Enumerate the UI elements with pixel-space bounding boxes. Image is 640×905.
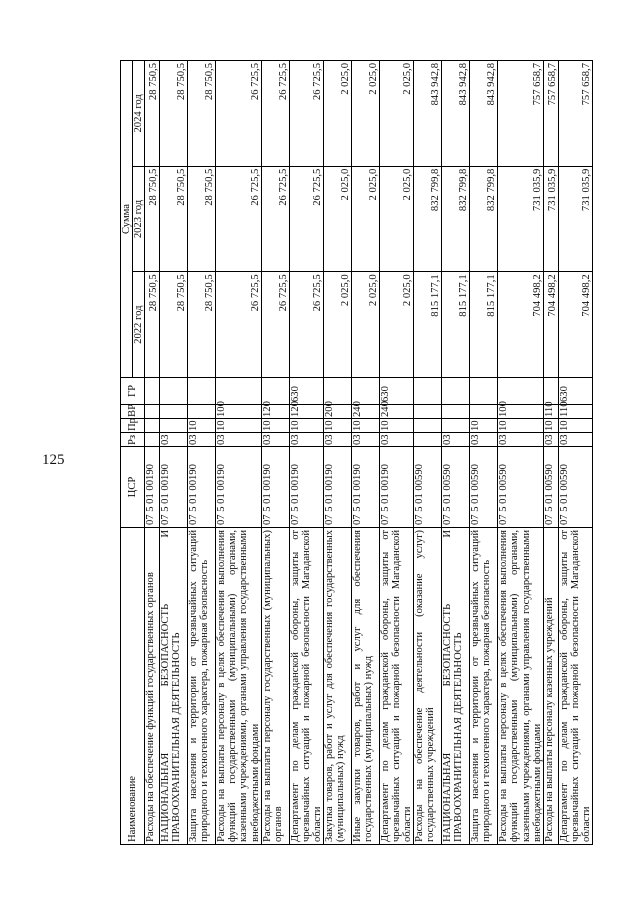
row-name: Защита населения и территории от чрезвычайных ситуаций природного и техногенного характера, пожарная безопасность bbox=[470, 528, 498, 845]
row-vr: 100 bbox=[216, 405, 261, 419]
header-gr: ГР bbox=[121, 378, 145, 405]
row-csr: 07 5 01 00590 bbox=[498, 447, 543, 528]
row-sum-2024: 2 025,0 bbox=[379, 61, 413, 167]
row-csr: 07 5 01 00590 bbox=[414, 447, 442, 528]
header-2022: 2022 год bbox=[133, 272, 145, 378]
row-csr: 07 5 01 00190 bbox=[289, 447, 323, 528]
row-name: Расходы на обеспечение функций государственных органов bbox=[145, 528, 160, 845]
row-sum-2024: 26 725,5 bbox=[261, 61, 289, 167]
rotated-table-container bbox=[120, 60, 590, 845]
row-pr bbox=[414, 419, 442, 433]
table-row bbox=[442, 61, 470, 845]
row-vr: 120 bbox=[289, 405, 323, 419]
row-rz: 03 bbox=[261, 433, 289, 447]
row-csr: 07 5 01 00190 bbox=[160, 447, 188, 528]
row-vr bbox=[442, 405, 470, 419]
row-csr: 07 5 01 00590 bbox=[543, 447, 558, 528]
row-pr: 10 bbox=[289, 419, 323, 433]
row-name: Департамент по делам гражданской обороны, защиты от чрезвычайных ситуаций и пожарной безопасности Магаданской области bbox=[289, 528, 323, 845]
row-sum-2022: 2 025,0 bbox=[379, 272, 413, 378]
table-row bbox=[351, 61, 379, 845]
row-sum-2023: 731 035,9 bbox=[558, 166, 592, 272]
table-row bbox=[379, 61, 413, 845]
row-sum-2024: 843 942,8 bbox=[442, 61, 470, 167]
row-gr: 630 bbox=[379, 378, 413, 405]
row-sum-2024: 28 750,5 bbox=[188, 61, 216, 167]
row-csr: 07 5 01 00190 bbox=[323, 447, 351, 528]
table-row bbox=[543, 61, 558, 845]
table-row bbox=[498, 61, 543, 845]
row-sum-2023: 2 025,0 bbox=[379, 166, 413, 272]
row-name: Расходы на обеспечение деятельности (оказание услуг) государственных учреждений bbox=[414, 528, 442, 845]
row-gr: 630 bbox=[558, 378, 592, 405]
row-rz: 03 bbox=[216, 433, 261, 447]
row-rz: 03 bbox=[470, 433, 498, 447]
budget-table bbox=[120, 60, 593, 845]
row-sum-2024: 26 725,5 bbox=[289, 61, 323, 167]
row-sum-2022: 704 498,2 bbox=[558, 272, 592, 378]
row-sum-2023: 26 725,5 bbox=[216, 166, 261, 272]
row-sum-2023: 731 035,9 bbox=[543, 166, 558, 272]
row-pr: 10 bbox=[470, 419, 498, 433]
row-vr: 200 bbox=[323, 405, 351, 419]
row-name: Расходы на выплаты персоналу в целях обеспечения выполнения функций государственными (муниципальными) органами, казенными учреждениями, органами управления государственными внебюджетными фондами bbox=[498, 528, 543, 845]
table-row bbox=[261, 61, 289, 845]
row-vr: 100 bbox=[498, 405, 543, 419]
row-sum-2022: 28 750,5 bbox=[160, 272, 188, 378]
table-row bbox=[323, 61, 351, 845]
row-gr bbox=[442, 378, 470, 405]
row-rz: 03 bbox=[442, 433, 470, 447]
row-vr bbox=[160, 405, 188, 419]
row-sum-2022: 26 725,5 bbox=[289, 272, 323, 378]
row-sum-2023: 2 025,0 bbox=[323, 166, 351, 272]
row-rz: 03 bbox=[379, 433, 413, 447]
row-vr: 110 bbox=[543, 405, 558, 419]
table-row bbox=[216, 61, 261, 845]
row-sum-2023: 26 725,5 bbox=[289, 166, 323, 272]
row-sum-2022: 28 750,5 bbox=[145, 272, 160, 378]
row-sum-2022: 28 750,5 bbox=[188, 272, 216, 378]
row-csr: 07 5 01 00590 bbox=[470, 447, 498, 528]
row-name: НАЦИОНАЛЬНАЯ БЕЗОПАСНОСТЬ И ПРАВООХРАНИТЕЛЬНАЯ ДЕЯТЕЛЬНОСТЬ bbox=[160, 528, 188, 845]
row-vr bbox=[414, 405, 442, 419]
row-sum-2022: 815 177,1 bbox=[414, 272, 442, 378]
header-rz: Рз bbox=[121, 433, 145, 447]
row-gr bbox=[543, 378, 558, 405]
row-vr bbox=[470, 405, 498, 419]
table-row bbox=[145, 61, 160, 845]
row-vr bbox=[188, 405, 216, 419]
row-sum-2024: 26 725,5 bbox=[216, 61, 261, 167]
row-sum-2022: 704 498,2 bbox=[498, 272, 543, 378]
row-vr: 240 bbox=[351, 405, 379, 419]
row-rz: 03 bbox=[558, 433, 592, 447]
row-pr bbox=[160, 419, 188, 433]
row-csr: 07 5 01 00190 bbox=[351, 447, 379, 528]
row-vr: 110 bbox=[558, 405, 592, 419]
row-sum-2022: 26 725,5 bbox=[261, 272, 289, 378]
header-name: Наименование bbox=[121, 528, 145, 845]
row-name: Иные закупки товаров, работ и услуг для обеспечения государственных (муниципальных) нужд bbox=[351, 528, 379, 845]
header-2023: 2023 год bbox=[133, 166, 145, 272]
header-pr: Пр bbox=[121, 419, 145, 433]
row-rz: 03 bbox=[543, 433, 558, 447]
row-pr: 10 bbox=[379, 419, 413, 433]
row-name: Расходы на выплаты персоналу государственных (муниципальных) органов bbox=[261, 528, 289, 845]
row-rz: 03 bbox=[188, 433, 216, 447]
row-name: Закупка товаров, работ и услуг для обеспечения государственных (муниципальных) нужд bbox=[323, 528, 351, 845]
row-sum-2022: 2 025,0 bbox=[351, 272, 379, 378]
row-pr: 10 bbox=[261, 419, 289, 433]
row-sum-2023: 731 035,9 bbox=[498, 166, 543, 272]
row-gr bbox=[414, 378, 442, 405]
table-row bbox=[289, 61, 323, 845]
row-gr bbox=[160, 378, 188, 405]
row-pr: 10 bbox=[558, 419, 592, 433]
row-sum-2022: 815 177,1 bbox=[470, 272, 498, 378]
row-sum-2024: 843 942,8 bbox=[414, 61, 442, 167]
row-rz: 03 bbox=[351, 433, 379, 447]
row-rz bbox=[145, 433, 160, 447]
row-pr bbox=[145, 419, 160, 433]
row-vr: 120 bbox=[261, 405, 289, 419]
row-sum-2022: 26 725,5 bbox=[216, 272, 261, 378]
row-sum-2024: 28 750,5 bbox=[145, 61, 160, 167]
row-gr bbox=[470, 378, 498, 405]
table-row bbox=[470, 61, 498, 845]
row-pr: 10 bbox=[188, 419, 216, 433]
row-sum-2023: 832 799,8 bbox=[442, 166, 470, 272]
row-sum-2024: 2 025,0 bbox=[323, 61, 351, 167]
row-csr: 07 5 01 00190 bbox=[188, 447, 216, 528]
row-sum-2022: 704 498,2 bbox=[543, 272, 558, 378]
row-csr: 07 5 01 00590 bbox=[558, 447, 592, 528]
row-csr: 07 5 01 00190 bbox=[261, 447, 289, 528]
header-vr: ВР bbox=[121, 405, 145, 419]
row-pr: 10 bbox=[498, 419, 543, 433]
row-csr: 07 5 01 00590 bbox=[442, 447, 470, 528]
row-sum-2024: 757 658,7 bbox=[558, 61, 592, 167]
row-name: Защита населения и территории от чрезвычайных ситуаций природного и техногенного характера, пожарная безопасность bbox=[188, 528, 216, 845]
row-pr: 10 bbox=[323, 419, 351, 433]
row-sum-2024: 843 942,8 bbox=[470, 61, 498, 167]
row-name: Расходы на выплаты персоналу в целях обеспечения выполнения функций государственными (муниципальными) органами, казенными учреждениями, органами управления государственными внебюджетными фондами bbox=[216, 528, 261, 845]
row-name: НАЦИОНАЛЬНАЯ БЕЗОПАСНОСТЬ И ПРАВООХРАНИТЕЛЬНАЯ ДЕЯТЕЛЬНОСТЬ bbox=[442, 528, 470, 845]
row-pr: 10 bbox=[351, 419, 379, 433]
row-rz: 03 bbox=[289, 433, 323, 447]
row-sum-2024: 2 025,0 bbox=[351, 61, 379, 167]
table-row bbox=[160, 61, 188, 845]
row-csr: 07 5 01 00190 bbox=[379, 447, 413, 528]
row-rz: 03 bbox=[160, 433, 188, 447]
table-row bbox=[188, 61, 216, 845]
row-sum-2023: 28 750,5 bbox=[188, 166, 216, 272]
page-number: 125 bbox=[42, 452, 65, 468]
row-vr: 240 bbox=[379, 405, 413, 419]
row-rz bbox=[414, 433, 442, 447]
row-sum-2023: 26 725,5 bbox=[261, 166, 289, 272]
table-row bbox=[558, 61, 592, 845]
row-vr bbox=[145, 405, 160, 419]
row-csr: 07 5 01 00190 bbox=[216, 447, 261, 528]
row-sum-2023: 832 799,8 bbox=[414, 166, 442, 272]
row-name: Расходы на выплаты персоналу казенных учреждений bbox=[543, 528, 558, 845]
row-sum-2023: 2 025,0 bbox=[351, 166, 379, 272]
row-sum-2023: 28 750,5 bbox=[145, 166, 160, 272]
row-sum-2023: 832 799,8 bbox=[470, 166, 498, 272]
row-sum-2022: 815 177,1 bbox=[442, 272, 470, 378]
row-name: Департамент по делам гражданской обороны, защиты от чрезвычайных ситуаций и пожарной безопасности Магаданской области bbox=[379, 528, 413, 845]
table-row bbox=[414, 61, 442, 845]
row-rz: 03 bbox=[323, 433, 351, 447]
row-sum-2022: 2 025,0 bbox=[323, 272, 351, 378]
row-sum-2023: 28 750,5 bbox=[160, 166, 188, 272]
row-sum-2024: 757 658,7 bbox=[543, 61, 558, 167]
row-gr bbox=[188, 378, 216, 405]
row-gr bbox=[145, 378, 160, 405]
row-pr: 10 bbox=[543, 419, 558, 433]
header-csr: ЦСР bbox=[121, 447, 145, 528]
row-pr: 10 bbox=[216, 419, 261, 433]
row-csr: 07 5 01 00190 bbox=[145, 447, 160, 528]
header-sum: Сумма bbox=[121, 61, 133, 378]
row-sum-2024: 28 750,5 bbox=[160, 61, 188, 167]
row-gr: 630 bbox=[289, 378, 323, 405]
row-sum-2024: 757 658,7 bbox=[498, 61, 543, 167]
table-body bbox=[145, 61, 593, 845]
header-2024: 2024 год bbox=[133, 61, 145, 167]
row-pr bbox=[442, 419, 470, 433]
row-name: Департамент по делам гражданской обороны, защиты от чрезвычайных ситуаций и пожарной безопасности Магаданской области bbox=[558, 528, 592, 845]
row-rz: 03 bbox=[498, 433, 543, 447]
